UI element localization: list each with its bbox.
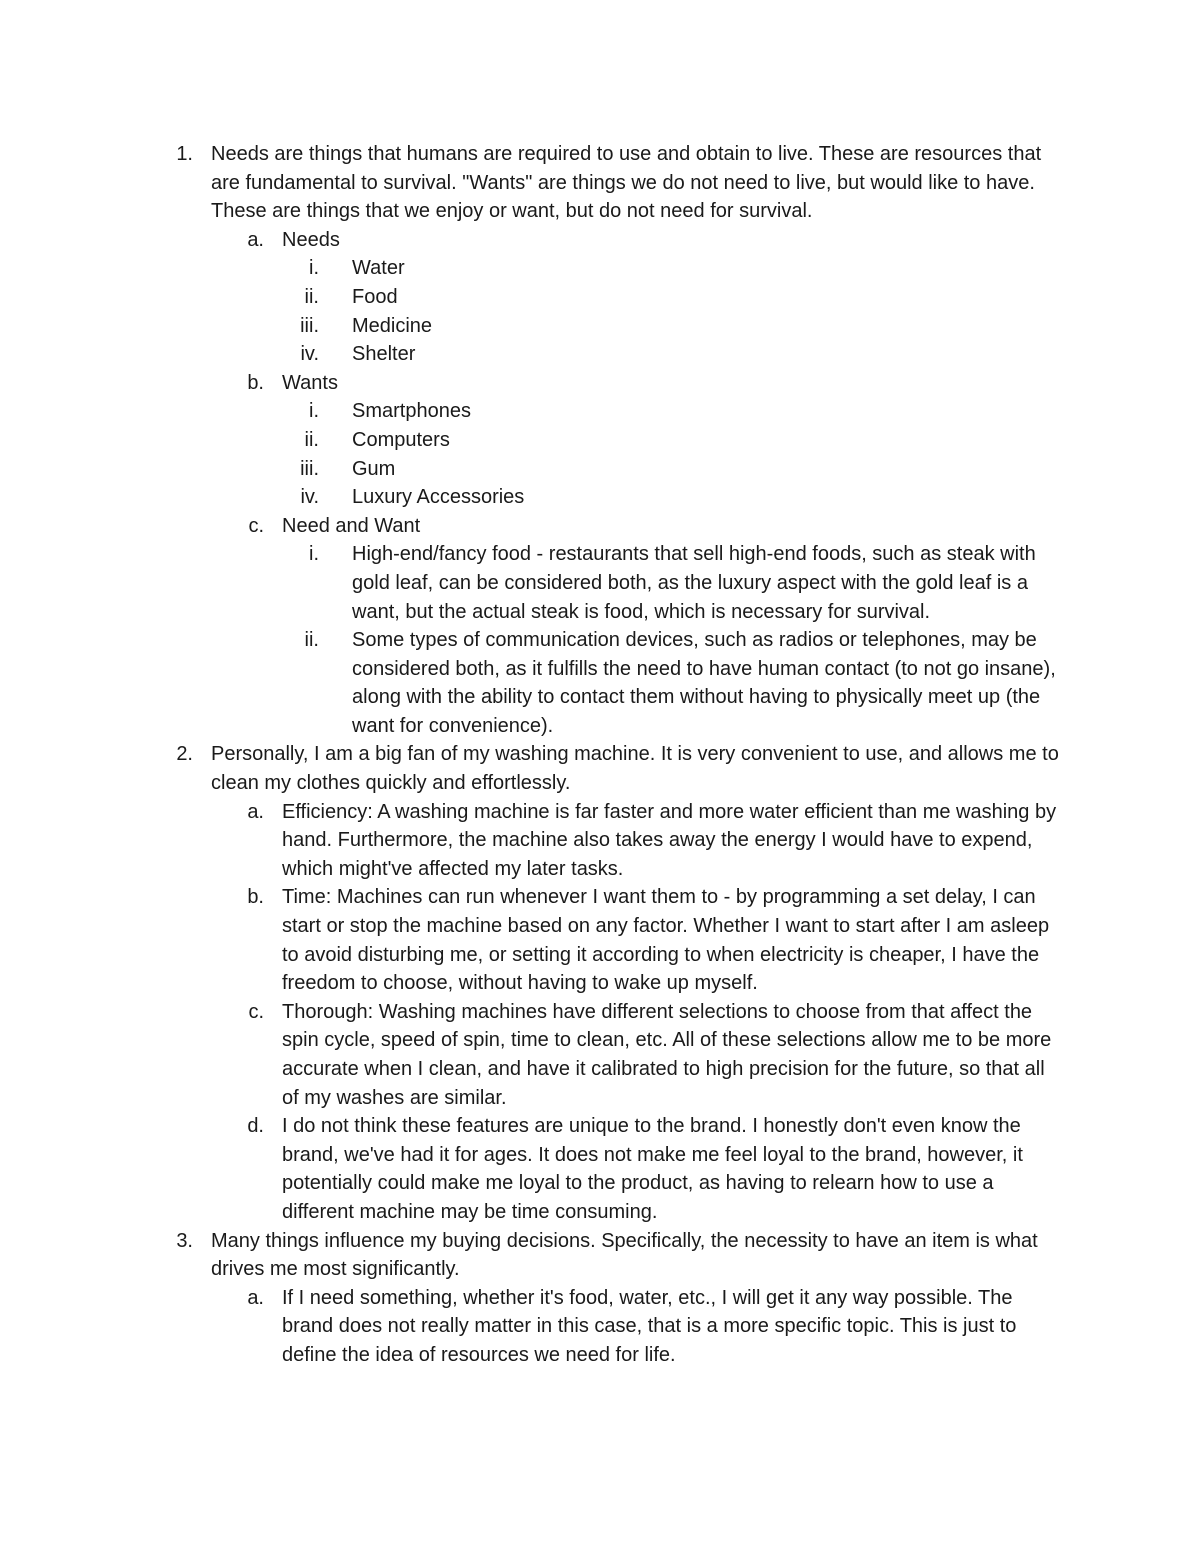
list-item-text: If I need something, whether it's food, water, etc., I will get it any way possible. The brand does not really matter in this case, that is a more specific topic. This is just to define the idea of resources we need for life.	[282, 1286, 1017, 1366]
list-item-text: Smartphones	[352, 400, 471, 423]
list-marker: iii.	[300, 314, 319, 337]
list-marker: d.	[247, 1115, 264, 1138]
list-item-1a-ii	[0, 283, 1064, 312]
list-item-text: Time: Machines can run whenever I want them to - by programming a set delay, I can start or stop the machine based on any factor. Whether I want to start after I am asleep to avoid disturbing me, or setting it according to when electricity is cheaper, I have the freedom to choose, without having to wake up myself.	[282, 886, 1050, 995]
list-item-text: Computers	[352, 428, 450, 451]
list-item-text: Shelter	[352, 343, 416, 366]
list-marker: c.	[248, 1000, 264, 1023]
list-item-1b-iv	[0, 483, 1064, 512]
list-marker: i.	[309, 400, 319, 423]
list-item-text: Need and Want	[282, 514, 421, 537]
list-marker: b.	[247, 886, 264, 909]
list-item-1b-iii	[0, 455, 1064, 484]
list-marker: 1.	[176, 143, 193, 165]
list-item-text: Many things influence my buying decisions. Specifically, the necessity to have an item is what drives me most significantly.	[211, 1229, 1038, 1281]
list-marker: i.	[309, 257, 319, 280]
list-item-2b	[0, 883, 1062, 997]
list-item-3a	[0, 1284, 1062, 1370]
list-marker: 2.	[176, 743, 193, 766]
list-marker: c.	[248, 514, 264, 537]
document-body	[0, 140, 1200, 1370]
list-item-1a-iv	[0, 340, 1064, 369]
list-item-1b-i	[0, 397, 1064, 426]
list-item-1b	[0, 369, 1062, 398]
list-item-text: High-end/fancy food - restaurants that sell high-end foods, such as steak with gold leaf, can be considered both, as the luxury aspect with the gold leaf is a want, but the actual steak is food, which is necessary for survival.	[352, 543, 1036, 623]
list-item-2c	[0, 998, 1062, 1112]
list-item-text: Efficiency: A washing machine is far faster and more water efficient than me washing by hand. Furthermore, the machine also takes away the energy I would have to expend, which might've affected my later tasks.	[282, 800, 1057, 880]
list-item-text: Thorough: Washing machines have different selections to choose from that affect the spin cycle, speed of spin, time to clean, etc. All of these selections allow me to be more accurate when I clean, and have it calibrated to high precision for the future, so that all of my washes are similar.	[282, 1000, 1052, 1109]
list-item-1a	[0, 226, 1062, 255]
list-marker: a.	[247, 228, 264, 251]
list-item-text: Wants	[282, 371, 338, 394]
list-item-text: Food	[352, 285, 398, 308]
list-item-1c-i	[0, 540, 1064, 626]
list-item-text: I do not think these features are unique to the brand. I honestly don't even know the brand, we've had it for ages. It does not make me feel loyal to the brand, however, it potentially could make me loyal to the product, as having to relearn how to use a different machine may be time consuming.	[282, 1115, 1023, 1223]
list-item-text: Gum	[352, 457, 396, 480]
list-item-text: Medicine	[352, 314, 433, 337]
list-item-text: Water	[352, 257, 405, 280]
list-item-1c-ii	[0, 626, 1064, 740]
list-item-1b-ii	[0, 426, 1064, 455]
list-item-1a-iii	[0, 312, 1064, 341]
list-item-2a	[0, 798, 1062, 884]
list-item-2d	[0, 1112, 1062, 1226]
list-marker: ii.	[304, 428, 319, 451]
list-marker: iii.	[300, 457, 319, 480]
list-marker: ii.	[304, 285, 319, 308]
list-marker: 3.	[176, 1229, 193, 1252]
list-item-text: Needs are things that humans are required to use and obtain to live. These are resources that are fundamental to survival. "Wants" are things we do not need to live, but would like to have. These are things that we enjoy or want, but do not need for survival.	[211, 143, 1042, 223]
list-marker: ii.	[304, 629, 319, 652]
list-marker: a.	[247, 800, 264, 823]
list-item-text: Some types of communication devices, such as radios or telephones, may be considered both, as it fulfills the need to have human contact (to not go insane), along with the ability to contact them without having to physically meet up (the want for convenience).	[352, 629, 1056, 737]
list-item-text: Needs	[282, 228, 340, 251]
list-marker: iv.	[300, 486, 319, 509]
list-item-2	[0, 740, 1071, 797]
list-item-1c	[0, 512, 1062, 541]
list-item-text: Luxury Accessories	[352, 486, 525, 509]
list-marker: iv.	[300, 343, 319, 366]
list-item-1	[0, 140, 1071, 226]
list-item-3	[0, 1227, 1071, 1284]
list-marker: a.	[247, 1286, 264, 1309]
list-marker: i.	[309, 543, 319, 566]
list-item-text: Personally, I am a big fan of my washing machine. It is very convenient to use, and allows me to clean my clothes quickly and effortlessly.	[211, 743, 1059, 795]
list-item-1a-i	[0, 254, 1064, 283]
list-marker: b.	[247, 371, 264, 394]
